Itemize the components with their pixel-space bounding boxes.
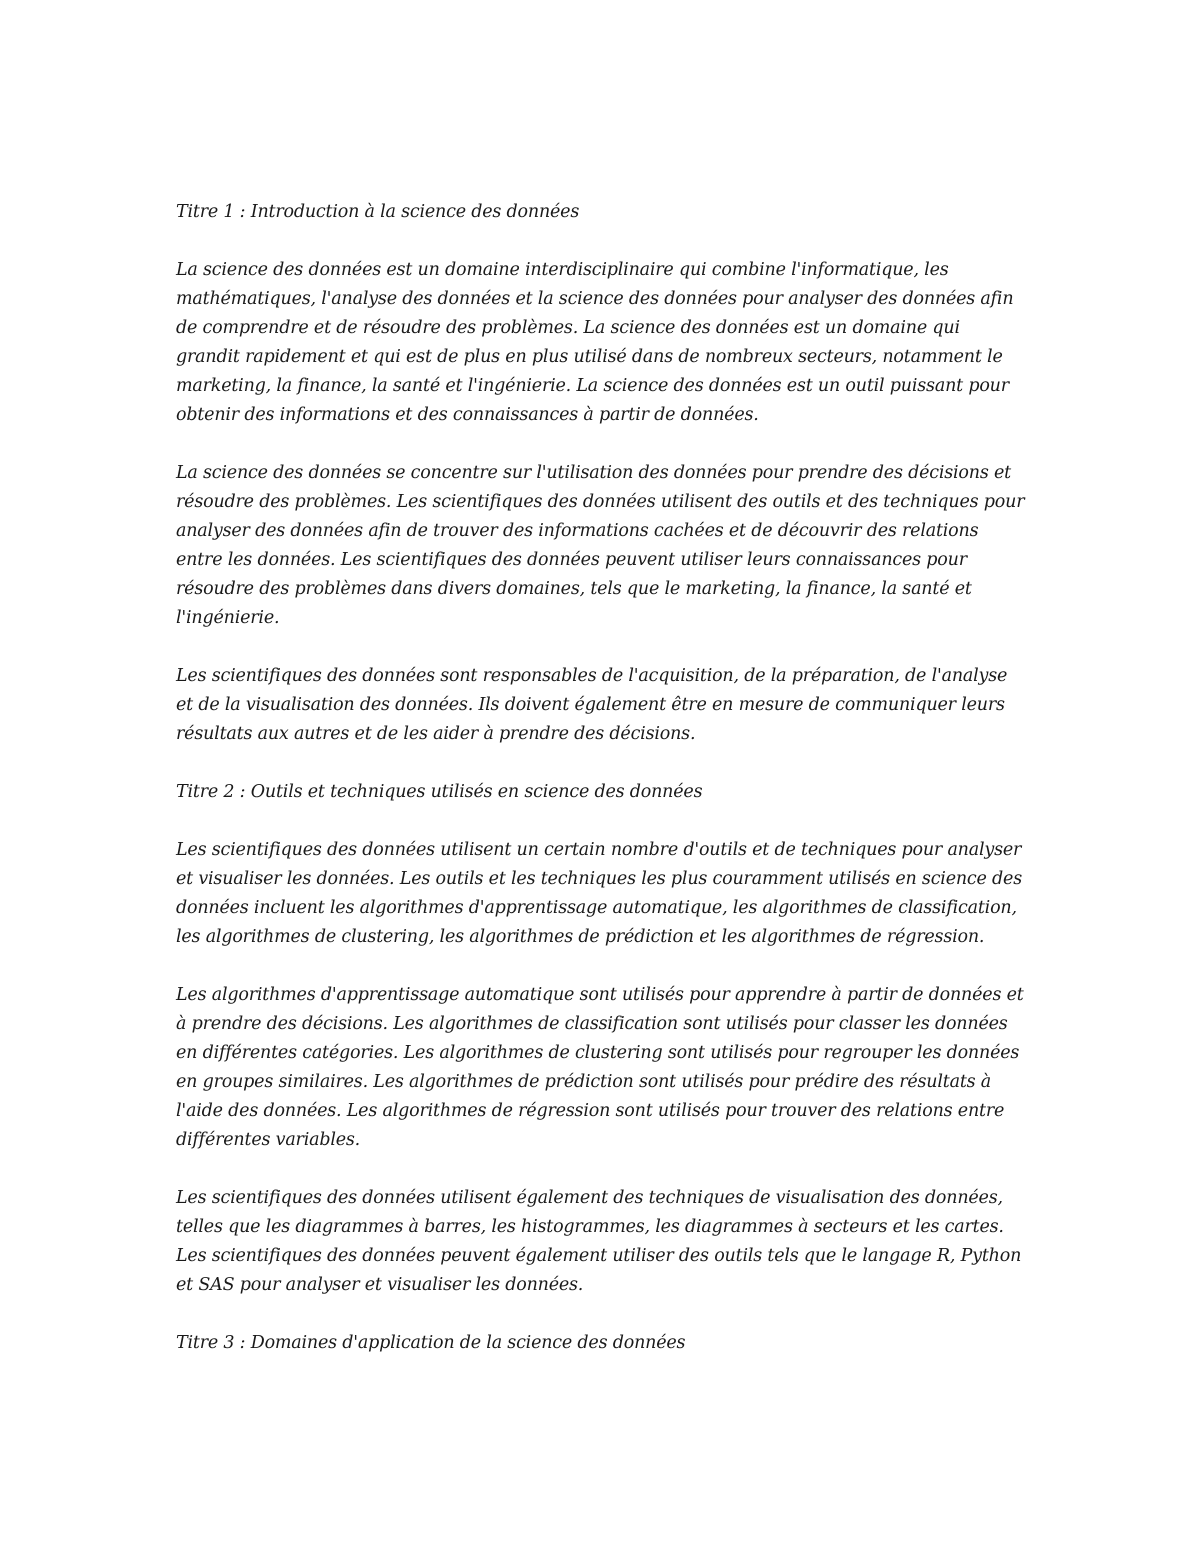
section-1-paragraph-3: Les scientifiques des données sont responsables de l'acquisition, de la préparation, de l'analyse et de la visualisation des données. Ils doivent également être en mesure de communiquer leurs résultats aux autres et de les aider à prendre des décisions. [176, 666, 1008, 744]
section-2-paragraph-3: Les scientifiques des données utilisent également des techniques de visualisation des données, telles que les diagrammes à barres, les histogrammes, les diagrammes à secteurs et les cartes. Les scientifiques des données peuvent également utiliser des outils tels que le langage R, Python et SAS pour analyser et visualiser les données. [176, 1188, 1022, 1295]
section-title-1: Titre 1 : Introduction à la science des données [176, 202, 580, 222]
section-1-paragraph-2: La science des données se concentre sur l'utilisation des données pour prendre des décisions et résoudre des problèmes. Les scientifiques des données utilisent des outils et des techniques pour analyser des données afin de trouver des informations cachées et de découvrir des relations entre les données. Les scientifiques des données peuvent utiliser leurs connaissances pour résoudre des problèmes dans divers domaines, tels que le marketing, la finance, la santé et l'ingénierie. [176, 463, 1025, 628]
section-2-paragraph-1: Les scientifiques des données utilisent un certain nombre d'outils et de techniques pour analyser et visualiser les données. Les outils et les techniques les plus couramment utilisés en science des données incluent les algorithmes d'apprentissage automatique, les algorithmes de classification, les algorithmes de clustering, les algorithmes de prédiction et les algorithmes de régression. [176, 840, 1022, 947]
section-1-paragraph-1: La science des données est un domaine interdisciplinaire qui combine l'informatique, les mathématiques, l'analyse des données et la science des données pour analyser des données afin de comprendre et de résoudre des problèmes. La science des données est un domaine qui grandit rapidement et qui est de plus en plus utilisé dans de nombreux secteurs, notamment le marketing, la finance, la santé et l'ingénierie. La science des données est un outil puissant pour obtenir des informations et des connaissances à partir de données. [176, 260, 1014, 425]
section-2-paragraph-2: Les algorithmes d'apprentissage automatique sont utilisés pour apprendre à partir de données et à prendre des décisions. Les algorithmes de classification sont utilisés pour classer les données en différentes catégories. Les algorithmes de clustering sont utilisés pour regrouper les données en groupes similaires. Les algorithmes de prédiction sont utilisés pour prédire des résultats à l'aide des données. Les algorithmes de régression sont utilisés pour trouver des relations entre différentes variables. [176, 985, 1024, 1150]
section-title-2: Titre 2 : Outils et techniques utilisés en science des données [176, 782, 703, 802]
section-title-3: Titre 3 : Domaines d'application de la science des données [176, 1333, 686, 1353]
document-body [176, 198, 1026, 1387]
